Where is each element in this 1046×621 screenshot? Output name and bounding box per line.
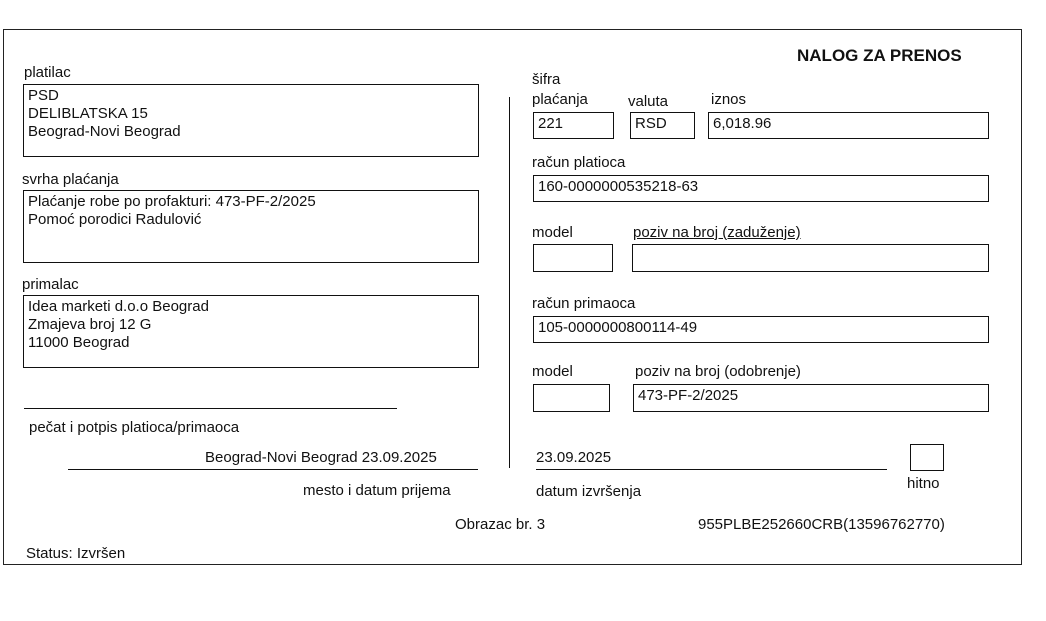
payment-code-field[interactable] (533, 112, 614, 139)
payer-label: platilac (24, 64, 71, 81)
recipient-line: 11000 Beograd (28, 334, 130, 351)
purpose-line: Plaćanje robe po profakturi: 473-PF-2/2025 (28, 193, 316, 210)
payer-account-field[interactable] (533, 175, 989, 202)
purpose-value (28, 193, 316, 229)
debit-model-field[interactable] (533, 244, 613, 272)
recipient-account-label: račun primaoca (532, 295, 636, 312)
credit-model-field[interactable] (533, 384, 610, 412)
payer-account-label: račun platioca (532, 154, 626, 171)
credit-reference-value: 473-PF-2/2025 (638, 387, 739, 404)
credit-model-label: model (532, 363, 573, 380)
payer-field[interactable] (23, 84, 479, 157)
payer-line: Beograd-Novi Beograd (28, 123, 181, 140)
credit-reference-field[interactable] (633, 384, 989, 412)
recipient-label: primalac (22, 276, 79, 293)
place-date-label: mesto i datum prijema (303, 482, 451, 499)
recipient-line: Idea marketi d.o.o Beograd (28, 298, 209, 315)
reference-code: 955PLBE252660CRB(13596762770) (698, 516, 945, 533)
recipient-line: Zmajeva broj 12 G (28, 316, 152, 333)
column-divider (509, 97, 510, 468)
currency-label: valuta (628, 93, 669, 110)
payer-value (28, 87, 181, 141)
place-date-value: Beograd-Novi Beograd 23.09.2025 (205, 449, 437, 466)
urgent-checkbox[interactable] (910, 444, 944, 471)
payment-order-form (3, 29, 1022, 565)
recipient-value (28, 298, 209, 352)
payer-line: PSD (28, 87, 59, 104)
amount-field[interactable] (708, 112, 989, 139)
signature-label: pečat i potpis platioca/primaoca (29, 419, 240, 436)
execution-date-value: 23.09.2025 (536, 449, 612, 466)
place-date-line (68, 469, 478, 470)
payment-code-label-line1: šifra (532, 71, 561, 88)
currency-value: RSD (635, 115, 667, 132)
purpose-label: svrha plaćanja (22, 171, 119, 188)
form-title: NALOG ZA PRENOS (797, 46, 962, 65)
purpose-field[interactable] (23, 190, 479, 263)
payment-code-label-line2: plaćanja (532, 91, 588, 108)
form-number: Obrazac br. 3 (455, 516, 546, 533)
amount-value: 6,018.96 (713, 115, 772, 132)
recipient-field[interactable] (23, 295, 479, 368)
payer-line: DELIBLATSKA 15 (28, 105, 148, 122)
payment-code-value: 221 (538, 115, 564, 132)
execution-date-line (536, 469, 887, 470)
payer-account-value: 160-0000000535218-63 (538, 178, 699, 195)
purpose-line: Pomoć porodici Radulović (28, 211, 202, 228)
execution-date-label: datum izvršenja (536, 483, 642, 500)
currency-field[interactable] (630, 112, 695, 139)
signature-line (24, 408, 397, 409)
credit-reference-label: poziv na broj (odobrenje) (635, 363, 801, 380)
debit-reference-field[interactable] (632, 244, 989, 272)
recipient-account-field[interactable] (533, 316, 989, 343)
status-text: Status: Izvršen (26, 545, 126, 562)
amount-label: iznos (711, 91, 747, 108)
debit-model-label: model (532, 224, 573, 241)
debit-reference-label: poziv na broj (zaduženje) (633, 224, 801, 241)
recipient-account-value: 105-0000000800114-49 (538, 319, 698, 336)
urgent-label: hitno (907, 475, 940, 492)
